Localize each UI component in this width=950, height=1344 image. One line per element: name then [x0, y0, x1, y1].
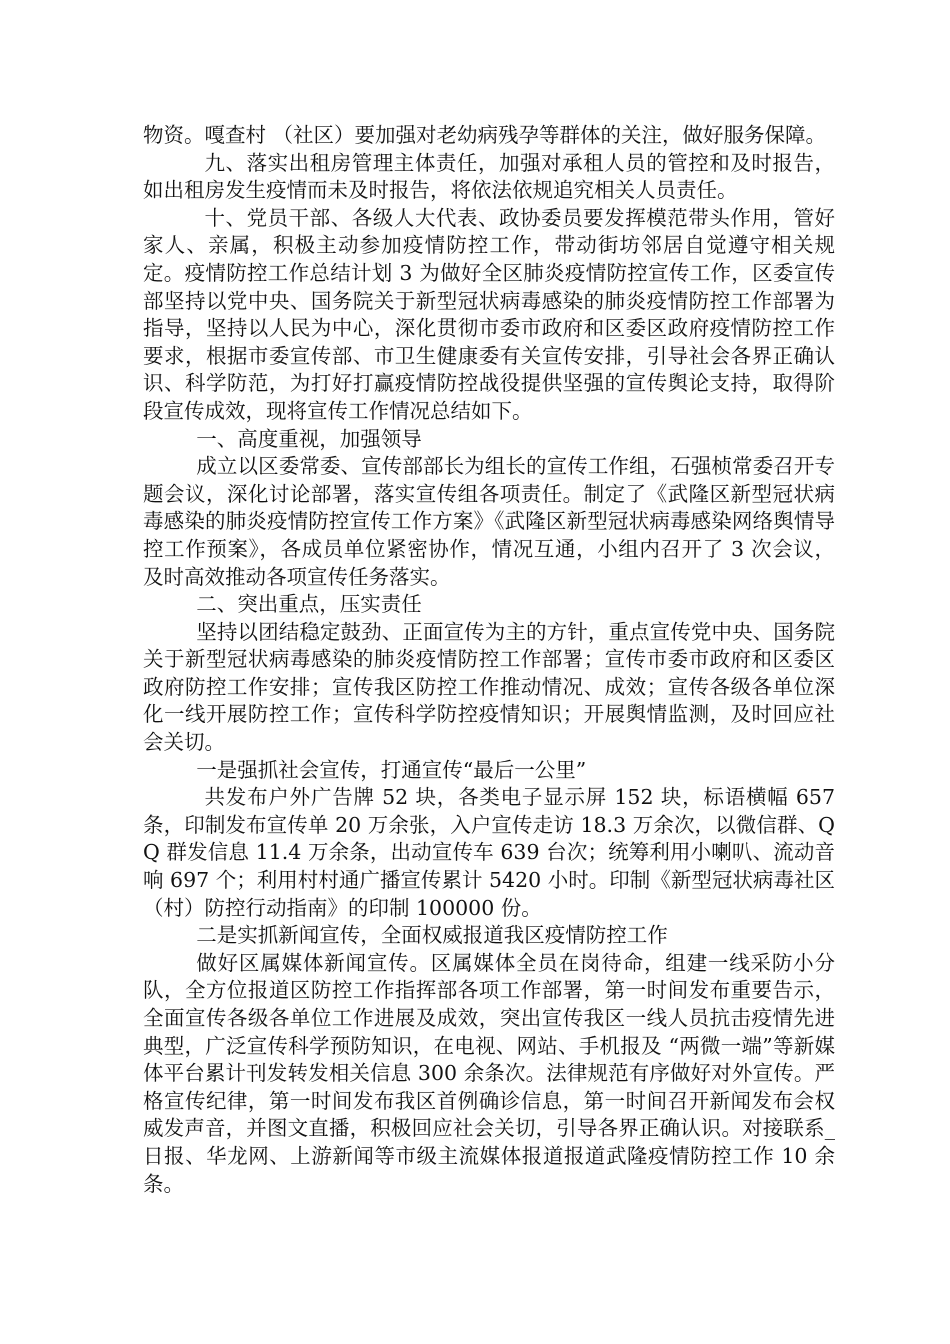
paragraph-item-ten: 十、党员干部、各级人大代表、政协委员要发挥模范带头作用，管好家人、亲属，积极主动参加疫情防控工作，带动街坊邻居自觉遵守相关规定。疫情防控工作总结计划 3 为做好全区肺炎疫情防控宣传工作，区委宣传部坚持以党中央、国务院关于新型冠状病毒感染的肺炎疫情防控工作部署为指导，坚持以人民为中心，深化贯彻市委市政府和区委区政府疫情防控工作要求，根据市委宣传部、市卫生健康委有关宣传安排，引导社会各界正确认识、科学防范，为打好打赢疫情防控战役提供坚强的宣传舆论支持，取得阶段宣传成效，现将宣传工作情况总结如下。 [143, 205, 835, 423]
document-body [143, 122, 835, 1198]
paragraph-section-one: 成立以区委常委、宣传部部长为组长的宣传工作组，石强桢常委召开专题会议，深化讨论部署，落实宣传组各项责任。制定了《武隆区新型冠状病毒感染的肺炎疫情防控宣传工作方案》《武隆区新型冠状病毒感染网络舆情导控工作预案》，各成员单位紧密协作，情况互通，小组内召开了 3 次会议，及时高效推动各项宣传任务落实。 [143, 454, 835, 589]
paragraph-continuation: 物资。嘎查村 （社区）要加强对老幼病残孕等群体的关注，做好服务保障。 [143, 123, 827, 147]
paragraph-item-nine: 九、落实出租房管理主体责任，加强对承租人员的管控和及时报告，如出租房发生疫情而未及时报告，将依法依规追究相关人员责任。 [143, 150, 835, 203]
section-heading-two: 二、突出重点，压实责任 [196, 592, 422, 617]
subheading-social-publicity: 一是强抓社会宣传，打通宣传“最后一公里” [196, 757, 587, 782]
paragraph-section-two: 坚持以团结稳定鼓劲、正面宣传为主的方针，重点宣传党中央、国务院关于新型冠状病毒感染的肺炎疫情防控工作部署；宣传市委市政府和区委区政府防控工作安排；宣传我区防控工作推动情况、成效；宣传各级各单位深化一线开展防控工作；宣传科学防控疫情知识；开展舆情监测，及时回应社会关切。 [143, 619, 835, 755]
paragraph-social-publicity: 共发布户外广告牌 52 块，各类电子显示屏 152 块，标语横幅 657 条，印制发布宣传单 20 万余张，入户宣传走访 18.3 万余次，以微信群、QQ 群发信息 11.4 万余条，出动宣传车 639 台次；统筹利用小喇叭、流动音响 697 个；利用村村通广播宣传累计 5420 小时。印制《新型冠状病毒社区（村）防控行动指南》的印制 100000 份。 [143, 785, 835, 920]
section-heading-one: 一、高度重视，加强领导 [196, 426, 422, 451]
paragraph-news-publicity: 做好区属媒体新闻宣传。区属媒体全员在岗待命，组建一线采防小分队，全方位报道区防控工作指挥部各项工作部署，第一时间发布重要告示，全面宣传各级各单位工作进展及成效，突出宣传我区一线人员抗击疫情先进典型，广泛宣传科学预防知识，在电视、网站、手机报及 “两微一端”等新媒体平台累计刊发转发相关信息 300 余条次。法律规范有序做好对外宣传。严格宣传纪律，第一时间发布我区首例确诊信息，第一时间召开新闻发布会权威发声音，并图文直播，积极回应社会关切，引导各界正确认识。对接联系_日报、华龙网、上游新闻等市级主流媒体报道报道武隆疫情防控工作 10 余条。 [143, 950, 835, 1196]
subheading-news-publicity: 二是实抓新闻宣传，全面权威报道我区疫情防控工作 [196, 923, 668, 948]
